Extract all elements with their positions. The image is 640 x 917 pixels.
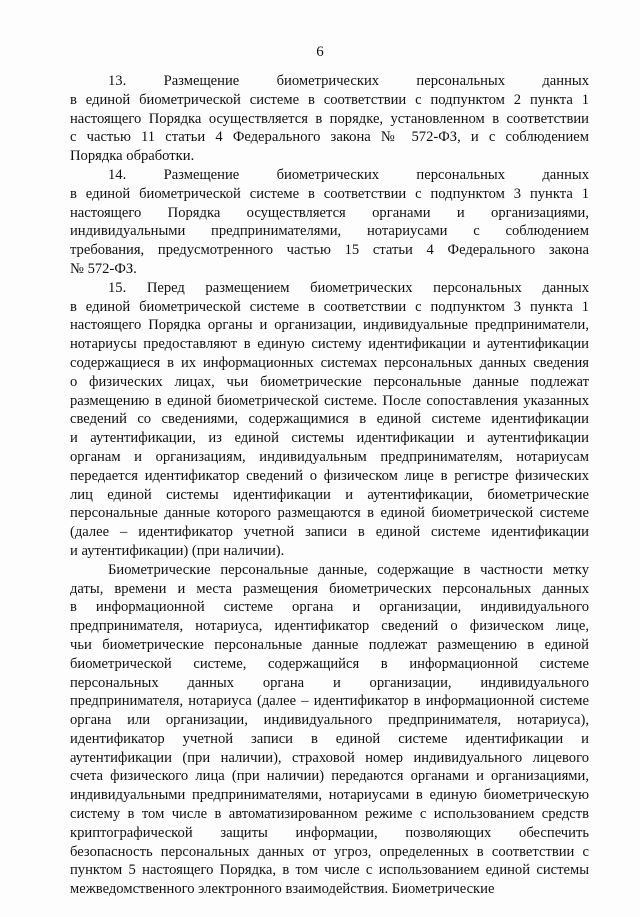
text-line: в единой биометрической системе в соответствии с подпунктом 3 пункта 1 — [70, 185, 589, 202]
text-line: лиц единой системы идентификации и аутентификации, биометрические — [70, 486, 589, 503]
text-line: 13. Размещение биометрических персональных данных — [108, 73, 589, 89]
text-line: предпринимателя, нотариуса (далее – идентификатор в информационной системе — [70, 693, 589, 710]
text-line: пунктом 5 настоящего Порядка, в том числе с использованием единой системы — [70, 862, 589, 879]
text-line: настоящего Порядка органы и организации, индивидуальные предприниматели, — [70, 317, 589, 334]
text-line: межведомственного электронного взаимодействия. Биометрические — [70, 881, 495, 898]
text-line: систему в том числе в автоматизированном режиме с использованием средств — [70, 806, 589, 823]
text-line: содержащиеся в их информационных системах персональных данных сведения — [70, 354, 589, 371]
text-line: даты, времени и места размещения биометрических персональных данных — [70, 580, 589, 597]
text-line: о физических лицах, чьи биометрические персональные данные подлежат — [70, 373, 589, 390]
text-line: в единой биометрической системе в соответствии с подпунктом 3 пункта 1 — [70, 298, 589, 315]
text-line: Порядка обработки. — [70, 148, 195, 165]
text-line: (далее – идентификатор учетной записи в единой системе идентификации — [70, 524, 589, 541]
text-line: счета физического лица (при наличии) передаются органами и организациями, — [70, 768, 589, 785]
text-line: органа или организации, индивидуального предпринимателя, нотариуса), — [70, 712, 589, 729]
document-body — [70, 72, 589, 899]
text-line: с частью 11 статьи 4 Федерального закона № 572-ФЗ, и с соблюдением — [70, 129, 589, 146]
page-number: 6 — [316, 44, 324, 60]
paragraph — [70, 166, 589, 279]
text-line: Биометрические персональные данные, содержащие в частности метку — [108, 561, 589, 578]
text-line: персональные данные которого размещаются в единой биометрической системе — [70, 505, 589, 522]
text-line: предпринимателя, нотариуса, идентификатор сведений о физическом лице, — [70, 618, 589, 635]
paragraph — [70, 72, 589, 166]
text-line: требования, предусмотренного частью 15 статьи 4 Федерального закона — [70, 242, 589, 259]
text-line: индивидуальными предпринимателями, нотариусами в единую биометрическую — [70, 787, 589, 804]
text-line: нотариусы предоставляют в единую систему идентификации и аутентификации — [70, 336, 589, 353]
text-line: криптографической защиты информации, позволяющих обеспечить — [70, 824, 589, 841]
text-line: идентификатор учетной записи в единой системе идентификации и — [70, 730, 589, 747]
text-line: и аутентификации, из единой системы идентификации и аутентификации — [70, 430, 589, 447]
text-line: аутентификации (при наличии), страховой номер индивидуального лицевого — [70, 749, 589, 766]
text-line: № 572-ФЗ. — [70, 260, 137, 277]
paragraph — [70, 561, 589, 899]
text-line: размещению в единой биометрической системе. После сопоставления указанных — [70, 392, 589, 409]
text-line: безопасность персональных данных от угроз, определенных в соответствии с — [70, 843, 589, 860]
text-line: 15. Перед размещением биометрических персональных данных — [108, 279, 589, 296]
text-line: 14. Размещение биометрических персональных данных — [108, 166, 589, 183]
text-line: настоящего Порядка осуществляется в порядке, установленном в соответствии — [70, 110, 589, 127]
paragraph — [70, 279, 589, 561]
text-line: органам и организациям, индивидуальным предпринимателям, нотариусам — [70, 448, 589, 465]
text-line: передается идентификатор сведений о физическом лице в регистре физических — [70, 467, 589, 484]
text-line: персональных данных органа и организации, индивидуального — [70, 674, 589, 691]
text-line: сведений со сведениями, содержащимися в единой системе идентификации — [70, 411, 589, 428]
text-line: настоящего Порядка осуществляется органами и организациями, — [70, 204, 589, 221]
text-line: чьи биометрические персональные данные подлежат размещению в единой — [70, 636, 589, 653]
text-line: биометрической системе, содержащийся в информационной системе — [70, 655, 589, 672]
text-line: индивидуальными предпринимателями, нотариусами с соблюдением — [70, 223, 589, 240]
text-line: в информационной системе органа и организации, индивидуального — [70, 599, 589, 616]
text-line: в единой биометрической системе в соответствии с подпунктом 2 пункта 1 — [70, 91, 589, 108]
text-line: и аутентификации) (при наличии). — [70, 542, 285, 559]
